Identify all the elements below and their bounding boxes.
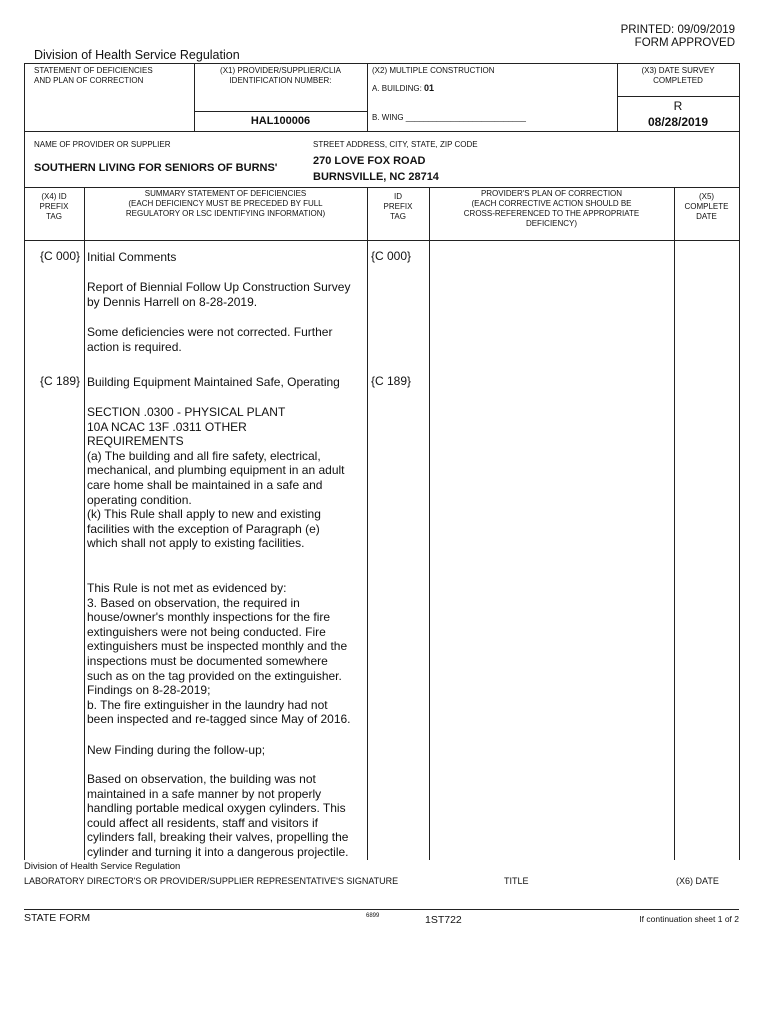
rule-col-x4 — [84, 187, 85, 860]
x3-code: R — [673, 99, 683, 113]
footer-agency: Division of Health Service Regulation — [24, 861, 181, 872]
building-label: A. BUILDING: — [372, 84, 422, 93]
address-label: STREET ADDRESS, CITY, STATE, ZIP CODE — [313, 140, 478, 149]
street-value: 270 LOVE FOX ROAD — [313, 155, 426, 167]
x3-date: 08/28/2019 — [647, 115, 709, 129]
col-id-header: ID PREFIX TAG — [383, 192, 413, 221]
x3-label: (X3) DATE SURVEY COMPLETED — [641, 66, 715, 85]
paragraph-rule-not-met: This Rule is not met as evidenced by: 3. Based on observation, the required in house/owner's monthly inspections for the fire extinguishers were not being conducted. Fire extinguishers must be inspected monthly and the inspections must be documented somewhere such as on the tag provided on the extinguisher. Findings on 8-28-2019; b. The fire extinguisher in the laundry had not been inspected and re-tagged since May of 2016. — [87, 581, 351, 727]
rule-right — [739, 63, 740, 860]
paragraph-oxygen: Based on observation, the building was not maintained in a safe manner by not properly handling portable medical oxygen cylinders. This could affect all residents, staff and visitors if cylinders fall, breaking their valves, propelling the cylinder and turning it into a dangerous projectile. — [87, 772, 349, 859]
x2-label: (X2) MULTIPLE CONSTRUCTION — [372, 66, 495, 75]
state-form: STATE FORM — [24, 912, 91, 924]
rule-footer — [24, 909, 739, 910]
building-value: 01 — [424, 83, 435, 93]
col-x5-header: (X5) COMPLETE DATE — [684, 192, 729, 221]
col-summary-header: SUMMARY STATEMENT OF DEFICIENCIES (EACH DEFICIENCY MUST BE PRECEDED BY FULL REGULATORY OR LSC IDENTIFYING INFORMATION) — [125, 189, 326, 218]
title-label: TITLE — [504, 876, 529, 886]
entry-title-initial-comments: Initial Comments — [87, 250, 177, 264]
provider-name-value: SOUTHERN LIVING FOR SENIORS OF BURNS' — [34, 162, 278, 174]
entry-tag-c189: {C 189} — [40, 374, 81, 388]
rule-header-bottom — [24, 131, 739, 132]
provider-name-label: NAME OF PROVIDER OR SUPPLIER — [34, 140, 171, 149]
signature-label: LABORATORY DIRECTOR'S OR PROVIDER/SUPPLIER REPRESENTATIVE'S SIGNATURE — [24, 876, 399, 886]
statement-label: STATEMENT OF DEFICIENCIES AND PLAN OF CORRECTION — [34, 66, 153, 85]
rule-x2-left — [367, 63, 368, 131]
rule-col-summary — [367, 187, 368, 860]
col-x4-header: (X4) ID PREFIX TAG — [39, 192, 69, 221]
paragraph-deficiencies: Some deficiencies were not corrected. Further action is required. — [87, 325, 333, 354]
rule-top — [24, 63, 739, 64]
col-plan-header: PROVIDER'S PLAN OF CORRECTION (EACH CORRECTIVE ACTION SHOULD BE CROSS-REFERENCED TO THE APPROPRIATE DEFICIENCY) — [463, 189, 640, 228]
rule-left — [24, 63, 25, 860]
paragraph-report: Report of Biennial Follow Up Construction Survey by Dennis Harrell on 8-28-2019. — [87, 280, 351, 309]
printed-date: PRINTED: 09/09/2019 — [620, 24, 735, 36]
form-code: 1ST722 — [425, 914, 462, 926]
x1-label: (X1) PROVIDER/SUPPLIER/CLIA IDENTIFICATION NUMBER: — [220, 66, 341, 85]
entry-title-building-equipment: Building Equipment Maintained Safe, Operating — [87, 375, 340, 389]
rule-x3-split — [617, 96, 739, 97]
agency-title: Division of Health Service Regulation — [34, 48, 240, 62]
entry-id-c000: {C 000} — [371, 249, 412, 263]
rule-col-plan — [674, 187, 675, 860]
paragraph-section: SECTION .0300 - PHYSICAL PLANT 10A NCAC 13F .0311 OTHER REQUIREMENTS (a) The building and all fire safety, electrical, mechanical, and plumbing equipment in an adult care home shall be maintained in a safe and operating condition. (k) This Rule shall apply to new and existing facilities with the exception of Paragraph (e) which shall not apply to existing facilities. — [87, 405, 345, 551]
wing-label: B. WING ___________________________ — [372, 113, 526, 122]
form-approved: FORM APPROVED — [634, 37, 735, 49]
x6-date-label: (X6) DATE — [676, 876, 719, 886]
rule-columns-bottom — [24, 240, 739, 241]
continuation-sheet: If continuation sheet 1 of 2 — [639, 914, 739, 924]
city-value: BURNSVILLE, NC 28714 — [313, 171, 439, 183]
rule-x1-split — [194, 111, 367, 112]
entry-tag-c000: {C 000} — [40, 249, 81, 263]
x1-value: HAL100006 — [250, 115, 311, 127]
paragraph-new-finding: New Finding during the follow-up; — [87, 743, 266, 757]
entry-id-c189: {C 189} — [371, 374, 412, 388]
rule-provider-bottom — [24, 187, 739, 188]
building-row — [372, 83, 434, 94]
form-number: 6899 — [366, 913, 380, 919]
rule-col-id — [429, 187, 430, 860]
